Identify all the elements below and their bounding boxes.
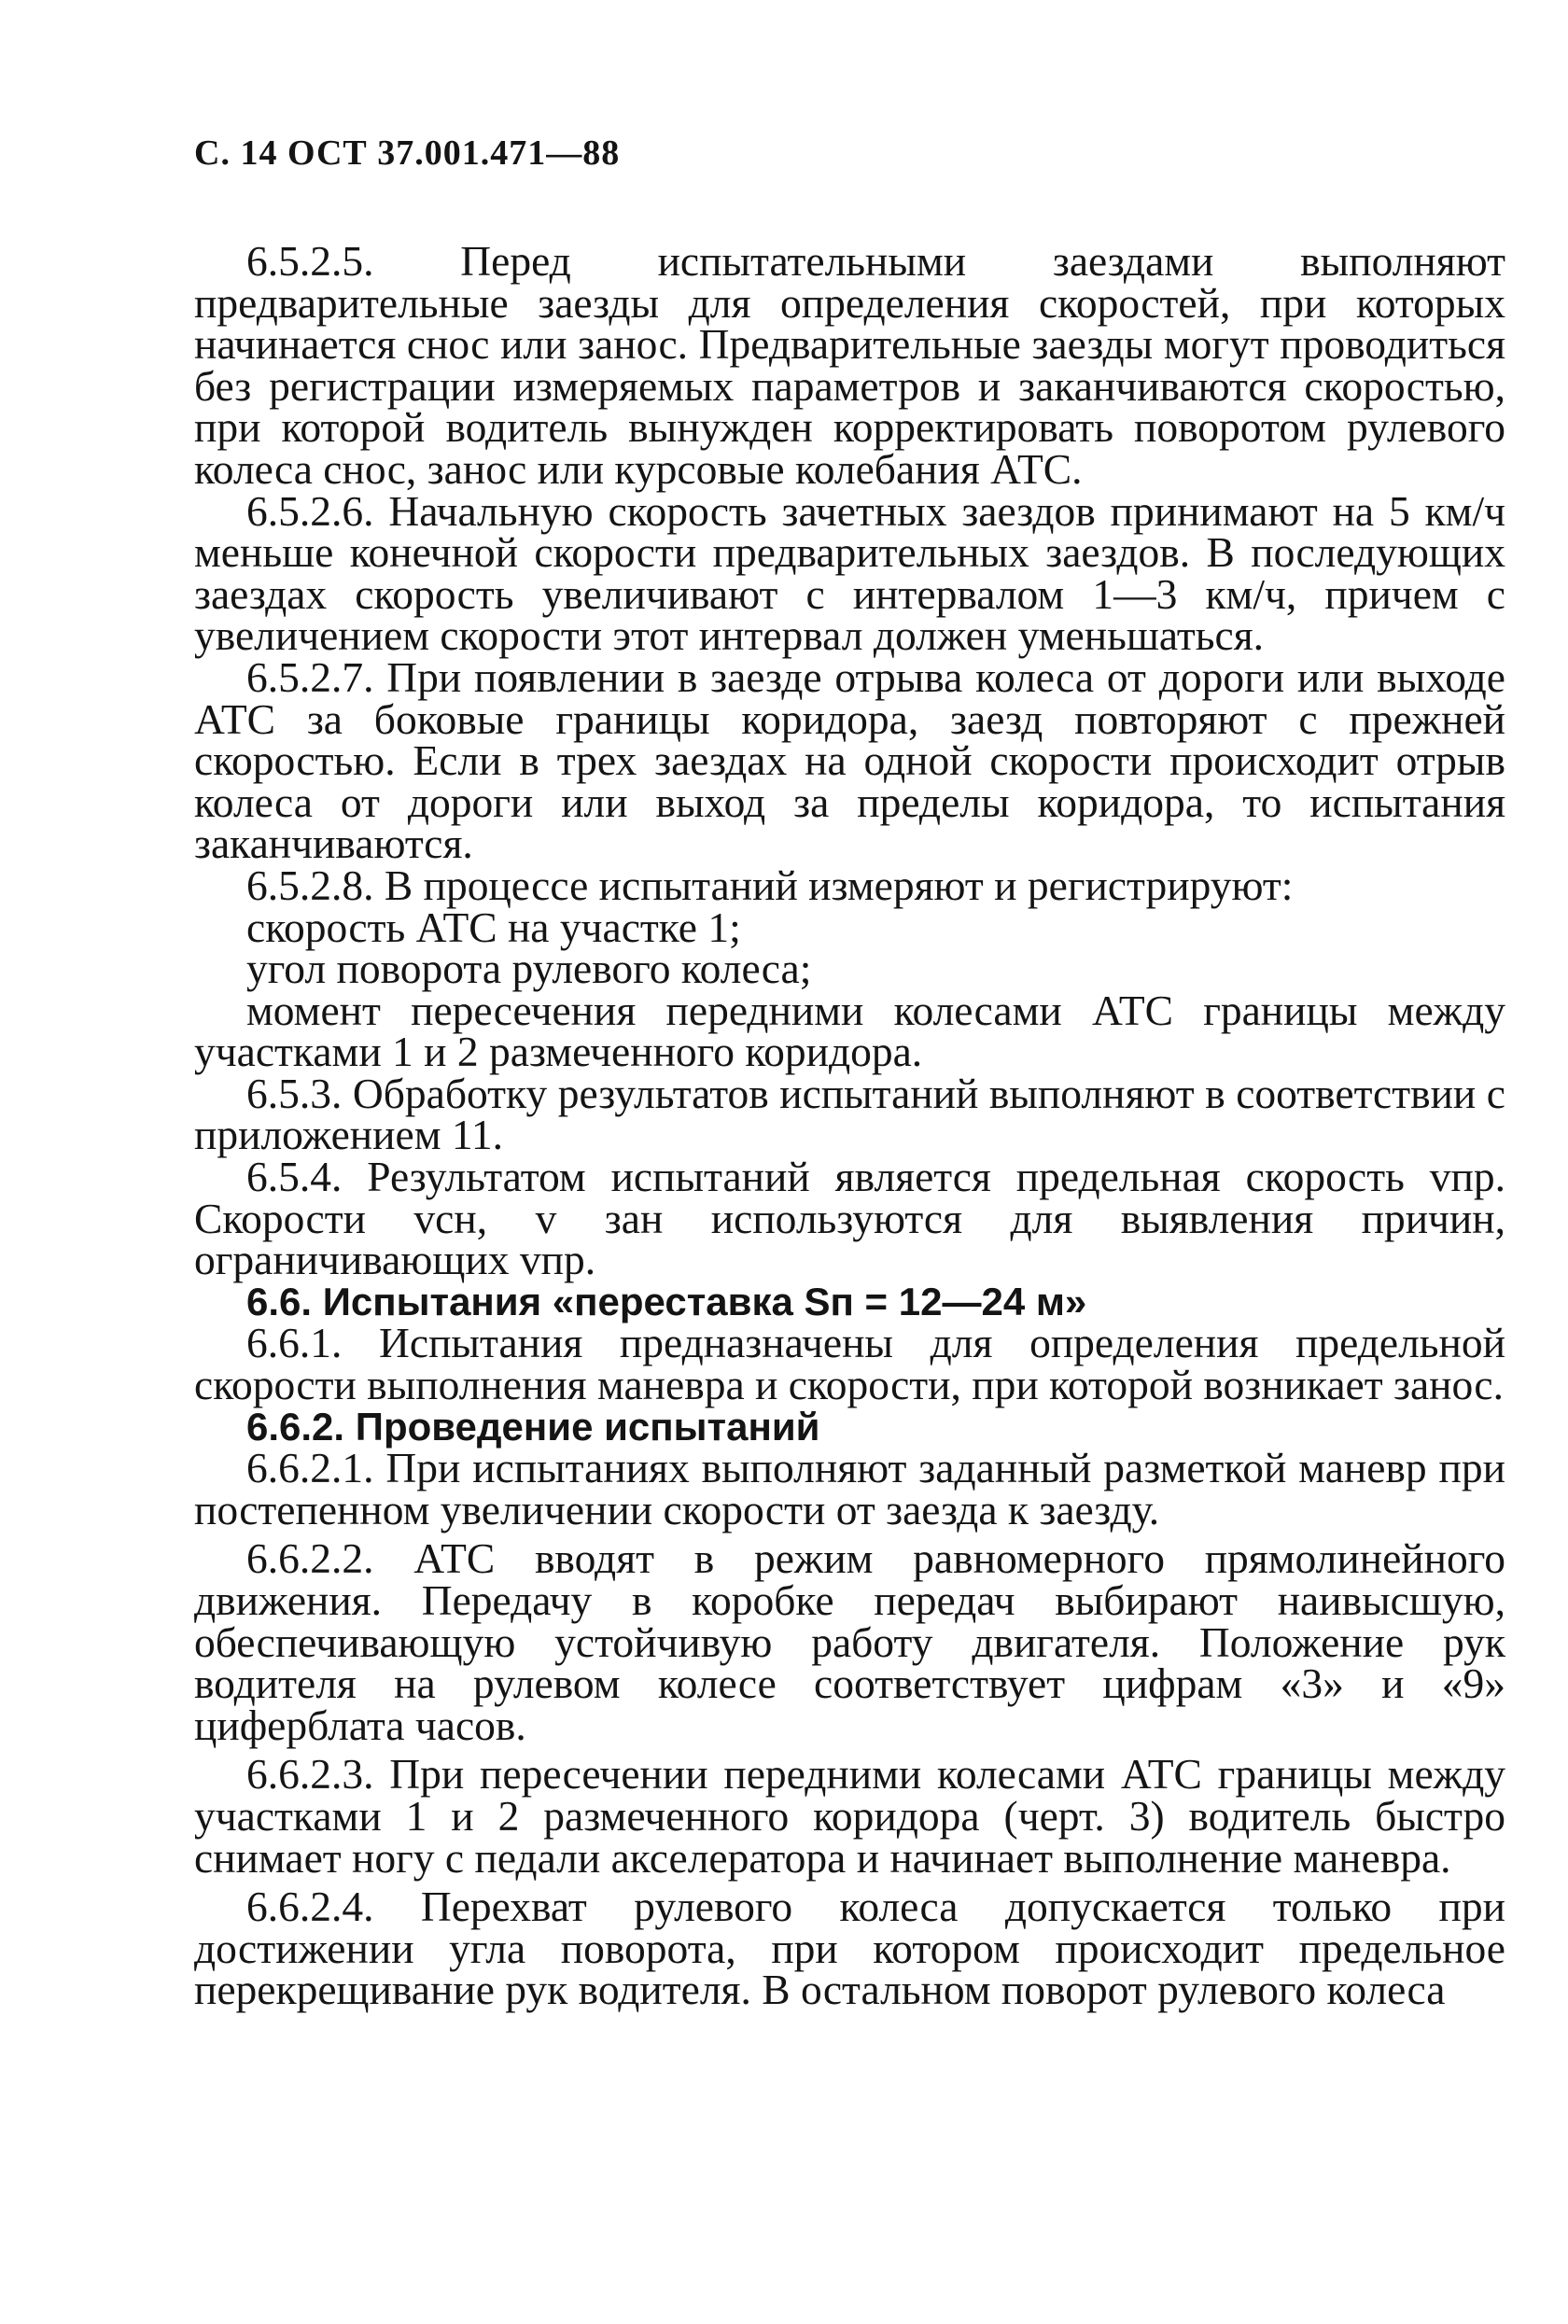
paragraph: 6.5.2.7. При появлении в заезде отрыва колеса от дороги или выходе АТС за боковые границы коридора, заезд повторяют с прежней скоростью. Если в трех заездах на одной скорости происходит отрыв колеса от дороги или выход за пределы коридора, то испытания заканчиваются. xyxy=(194,652,1505,868)
paragraph: 6.5.2.6. Начальную скорость зачетных заездов принимают на 5 км/ч меньше конечной скорости предварительных заездов. В последующих заездах скорость увеличивают с интервалом 1—3 км/ч, причем с увеличением скорости этот интервал должен уменьшаться. xyxy=(194,486,1505,660)
paragraph: 6.5.2.8. В процессе испытаний измеряют и регистрируют: xyxy=(246,861,1294,909)
body-text xyxy=(194,237,1505,2014)
section-heading: 6.6.2. Проведение испытаний xyxy=(246,1404,820,1449)
paragraph: 6.6.2.2. АТС вводят в режим равномерного прямолинейного движения. Передачу в коробке передач выбирают наивысшую, обеспечивающую устойчивую работу двигателя. Положение рук водителя на рулевом колесе соответствует цифрам «3» и «9» циферблата часов. xyxy=(194,1534,1505,1749)
section-heading: 6.6. Испытания «переставка Sп = 12—24 м» xyxy=(246,1279,1087,1323)
paragraph: 6.5.3. Обработку результатов испытаний выполняют в соответствии с приложением 11. xyxy=(194,1069,1505,1159)
paragraph: 6.6.1. Испытания предназначены для определения предельной скорости выполнения маневра и скорости, при которой возникает занос. xyxy=(194,1319,1505,1409)
paragraph: 6.6.2.1. При испытаниях выполняют заданный разметкой маневр при постепенном увеличении скорости от заезда к заезду. xyxy=(194,1444,1505,1533)
paragraph: 6.6.2.4. Перехват рулевого колеса допускается только при достижении угла поворота, при котором происходит предельное перекрещивание рук водителя. В остальном поворот рулевого колеса xyxy=(194,1883,1505,2014)
paragraph: 6.5.2.5. Перед испытательными заездами выполняют предварительные заезды для определения скоростей, при которых начинается снос или занос. Предварительные заезды могут проводиться без регистрации измеряемых параметров и заканчиваются скоростью, при которой водитель вынужден корректировать поворотом рулевого колеса снос, занос или курсовые колебания АТС. xyxy=(194,237,1505,493)
list-line: скорость АТС на участке 1; xyxy=(246,903,741,951)
paragraph: 6.5.4. Результатом испытаний является предельная скорость vпр. Скорости vсн, v зан используются для выявления причин, ограничивающих vпр. xyxy=(194,1153,1505,1284)
paragraph: 6.6.2.3. При пересечении передними колесами АТС границы между участками 1 и 2 размеченного коридора (черт. 3) водитель быстро снимает ногу с педали акселератора и начинает выполнение маневра. xyxy=(194,1750,1505,1882)
list-line: угол поворота рулевого колеса; xyxy=(246,945,812,993)
page-header: С. 14 ОСТ 37.001.471—88 xyxy=(194,133,621,173)
paragraph: момент пересечения передними колесами АТС границы между участками 1 и 2 размеченного коридора. xyxy=(194,986,1505,1076)
